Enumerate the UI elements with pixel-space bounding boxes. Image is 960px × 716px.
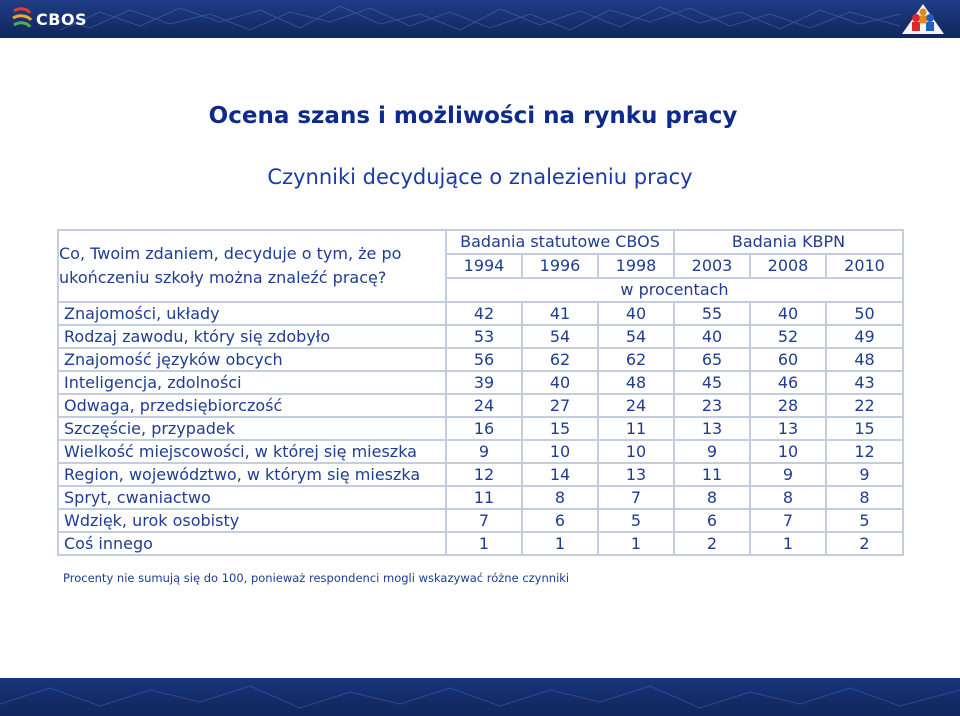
- year-header: 2010: [826, 254, 903, 278]
- table-row: [58, 417, 903, 440]
- value-cell: 11: [674, 463, 750, 486]
- value-cell: 27: [522, 394, 598, 417]
- row-label: Spryt, cwaniactwo: [58, 486, 446, 509]
- table-row: [58, 348, 903, 371]
- value-cell: 8: [750, 486, 826, 509]
- value-cell: 53: [446, 325, 522, 348]
- value-cell: 6: [674, 509, 750, 532]
- row-label: Znajomości, układy: [58, 302, 446, 325]
- group-header-kbpn: Badania KBPN: [674, 230, 903, 254]
- value-cell: 60: [750, 348, 826, 371]
- logo-text: CBOS: [36, 10, 88, 29]
- value-cell: 12: [446, 463, 522, 486]
- value-cell: 50: [826, 302, 903, 325]
- year-header: 2008: [750, 254, 826, 278]
- value-cell: 11: [598, 417, 674, 440]
- row-label: Wielkość miejscowości, w której się mieszka: [58, 440, 446, 463]
- value-cell: 40: [674, 325, 750, 348]
- banner-pattern: [0, 678, 960, 716]
- value-cell: 5: [598, 509, 674, 532]
- table-row: [58, 325, 903, 348]
- value-cell: 56: [446, 348, 522, 371]
- row-label: Inteligencja, zdolności: [58, 371, 446, 394]
- value-cell: 15: [522, 417, 598, 440]
- row-label: Wdzięk, urok osobisty: [58, 509, 446, 532]
- value-cell: 62: [522, 348, 598, 371]
- value-cell: 9: [750, 463, 826, 486]
- value-cell: 8: [674, 486, 750, 509]
- value-cell: 62: [598, 348, 674, 371]
- value-cell: 2: [674, 532, 750, 555]
- value-cell: 9: [446, 440, 522, 463]
- footnote: Procenty nie sumują się do 100, ponieważ respondenci mogli wskazywać różne czynniki: [63, 571, 570, 585]
- value-cell: 12: [826, 440, 903, 463]
- top-banner: [0, 0, 960, 38]
- value-cell: 7: [446, 509, 522, 532]
- value-cell: 54: [522, 325, 598, 348]
- page-title: Ocena szans i możliwości na rynku pracy: [208, 103, 738, 129]
- value-cell: 8: [522, 486, 598, 509]
- year-header: 1998: [598, 254, 674, 278]
- value-cell: 40: [598, 302, 674, 325]
- value-cell: 55: [674, 302, 750, 325]
- page-subtitle: Czynniki decydujące o znalezieniu pracy: [267, 165, 693, 189]
- value-cell: 7: [750, 509, 826, 532]
- value-cell: 9: [826, 463, 903, 486]
- value-cell: 42: [446, 302, 522, 325]
- table-row: [58, 371, 903, 394]
- value-cell: 1: [446, 532, 522, 555]
- value-cell: 7: [598, 486, 674, 509]
- value-cell: 24: [598, 394, 674, 417]
- row-label: Coś innego: [58, 532, 446, 555]
- value-cell: 24: [446, 394, 522, 417]
- question-cell: Co, Twoim zdaniem, decyduje o tym, że po ukończeniu szkoły można znaleźć pracę?: [58, 230, 446, 302]
- value-cell: 45: [674, 371, 750, 394]
- value-cell: 41: [522, 302, 598, 325]
- value-cell: 5: [826, 509, 903, 532]
- value-cell: 15: [826, 417, 903, 440]
- value-cell: 28: [750, 394, 826, 417]
- year-header: 2003: [674, 254, 750, 278]
- table-body: [58, 302, 903, 555]
- table-row: [58, 532, 903, 555]
- value-cell: 46: [750, 371, 826, 394]
- results-table: [57, 229, 902, 556]
- row-label: Rodzaj zawodu, który się zdobyło: [58, 325, 446, 348]
- table-row: [58, 509, 903, 532]
- value-cell: 8: [826, 486, 903, 509]
- value-cell: 40: [750, 302, 826, 325]
- row-label: Szczęście, przypadek: [58, 417, 446, 440]
- table-row: [58, 302, 903, 325]
- value-cell: 1: [750, 532, 826, 555]
- year-header: 1996: [522, 254, 598, 278]
- value-cell: 23: [674, 394, 750, 417]
- year-header: 1994: [446, 254, 522, 278]
- value-cell: 48: [826, 348, 903, 371]
- value-cell: 39: [446, 371, 522, 394]
- table-row: [58, 463, 903, 486]
- value-cell: 6: [522, 509, 598, 532]
- value-cell: 43: [826, 371, 903, 394]
- value-cell: 65: [674, 348, 750, 371]
- cbos-logo-icon: [10, 5, 38, 33]
- value-cell: 49: [826, 325, 903, 348]
- people-emblem-icon: [900, 2, 946, 36]
- bottom-banner: [0, 678, 960, 716]
- value-cell: 13: [598, 463, 674, 486]
- row-label: Region, województwo, w którym się mieszka: [58, 463, 446, 486]
- unit-label: w procentach: [446, 278, 903, 302]
- cbos-logo[interactable]: [10, 5, 90, 33]
- value-cell: 16: [446, 417, 522, 440]
- value-cell: 11: [446, 486, 522, 509]
- row-label: Znajomość języków obcych: [58, 348, 446, 371]
- value-cell: 40: [522, 371, 598, 394]
- value-cell: 2: [826, 532, 903, 555]
- row-label: Odwaga, przedsiębiorczość: [58, 394, 446, 417]
- group-header-cbos: Badania statutowe CBOS: [446, 230, 674, 254]
- value-cell: 14: [522, 463, 598, 486]
- table-row: [58, 440, 903, 463]
- banner-pattern: [60, 0, 900, 38]
- table-row: [58, 394, 903, 417]
- value-cell: 48: [598, 371, 674, 394]
- value-cell: 10: [750, 440, 826, 463]
- value-cell: 52: [750, 325, 826, 348]
- value-cell: 54: [598, 325, 674, 348]
- value-cell: 1: [522, 532, 598, 555]
- table-row: [58, 486, 903, 509]
- value-cell: 13: [674, 417, 750, 440]
- value-cell: 13: [750, 417, 826, 440]
- value-cell: 10: [598, 440, 674, 463]
- value-cell: 1: [598, 532, 674, 555]
- value-cell: 9: [674, 440, 750, 463]
- value-cell: 10: [522, 440, 598, 463]
- value-cell: 22: [826, 394, 903, 417]
- group-header-row: [58, 230, 903, 254]
